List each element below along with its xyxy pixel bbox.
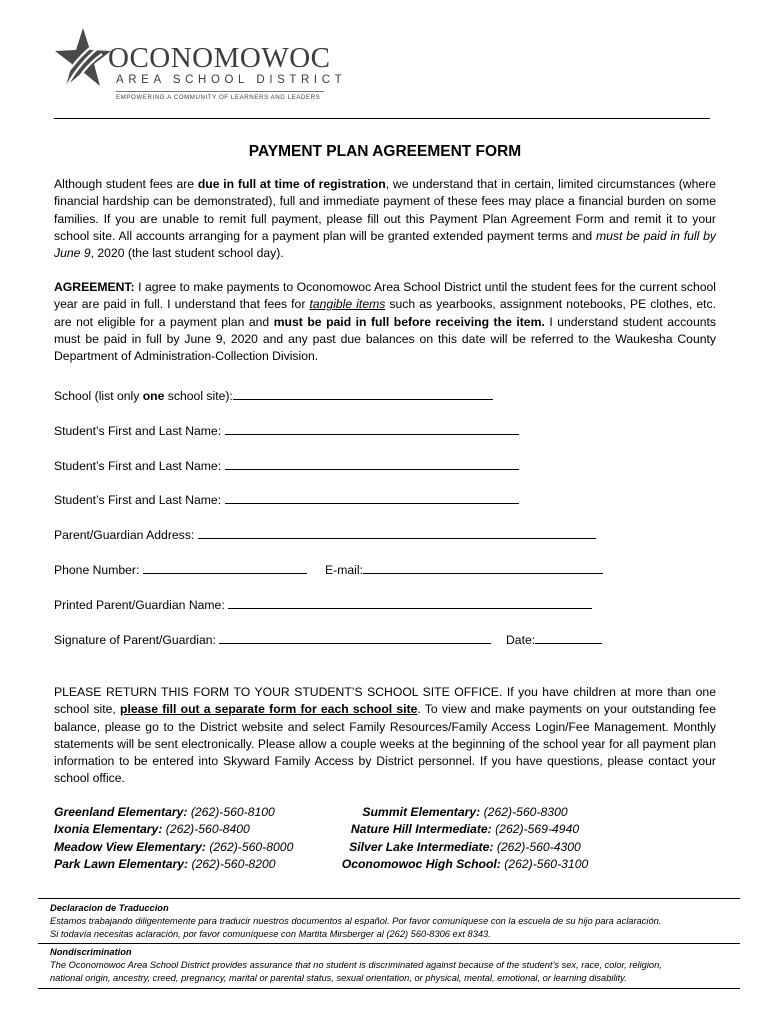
contact-row: Park Lawn Elementary: (262)-560-8200 xyxy=(54,857,276,872)
email-field[interactable]: E-mail: xyxy=(325,563,603,577)
email-input-line[interactable] xyxy=(363,563,603,574)
contact-row: Meadow View Elementary: (262)-560-8000 xyxy=(54,839,294,854)
student-name-field-2[interactable]: Student’s First and Last Name: xyxy=(54,459,519,473)
logo-subtitle: AREA SCHOOL DISTRICT xyxy=(116,74,347,86)
intro-paragraph: Although student fees are due in full at time of registration, we understand that in certain, limited circumstances (where financial hardship can be demonstrated), full and immediate payment of these fees may place a financial burden on some families. If you are unable to remit full payment, please fill out this Payment Plan Agreement Form and remit it to your school site. All accounts arranging for a payment plan will be granted extended payment terms and must be paid in full by June 9, 2020 (the last student school day). xyxy=(54,177,716,261)
date-field[interactable]: Date: xyxy=(506,633,602,647)
school-contacts-right xyxy=(338,804,592,874)
school-field[interactable]: School (list only one school site): xyxy=(54,389,493,403)
student-name-input-line-3[interactable] xyxy=(225,493,519,504)
logo-name: OCONOMOWOC xyxy=(108,42,331,74)
footer-top-rule xyxy=(38,898,740,899)
student-name-input-line-1[interactable] xyxy=(225,424,519,435)
logo-divider xyxy=(116,91,324,92)
student-name-field-3[interactable]: Student’s First and Last Name: xyxy=(54,493,519,507)
signature-field[interactable]: Signature of Parent/Guardian: xyxy=(54,633,491,647)
printed-name-input-line[interactable] xyxy=(228,598,592,609)
page-title: PAYMENT PLAN AGREEMENT FORM xyxy=(248,143,522,160)
student-name-field-1[interactable]: Student’s First and Last Name: xyxy=(54,424,519,438)
date-input-line[interactable] xyxy=(535,633,602,644)
contact-row: Nature Hill Intermediate: (262)-569-4940 xyxy=(350,822,580,837)
translation-notice xyxy=(50,902,740,942)
logo-tagline: EMPOWERING A COMMUNITY OF LEARNERS AND LEADERS xyxy=(116,94,321,101)
footer-middle-rule xyxy=(38,943,740,944)
contact-row: Greenland Elementary: (262)-560-8100 xyxy=(54,805,275,819)
school-input-line[interactable] xyxy=(233,389,493,400)
address-field[interactable]: Parent/Guardian Address: xyxy=(54,528,596,542)
district-logo xyxy=(54,26,347,106)
agreement-paragraph: AGREEMENT: I agree to make payments to Oconomowoc Area School District until the student fees for the current school year are paid in full. I understand that fees for tangible items such as yearbooks, assignment notebooks, PE clothes, etc. are not eligible for a payment plan and must be paid in full before receiving the item. I understand student accounts must be paid in full by June 9, 2020 and any past due balances on this date will be referred to the Waukesha County Department of Administration-Collection Division. xyxy=(54,280,716,364)
student-name-input-line-2[interactable] xyxy=(225,459,519,470)
translation-line-2: Si todavía necesitas aclaración, por favor comuníquese con Martita Mirsberger al (262) 560-8306 ext 8343. xyxy=(50,929,491,940)
school-contacts-left xyxy=(54,804,293,874)
return-instructions: PLEASE RETURN THIS FORM TO YOUR STUDENT’S SCHOOL SITE OFFICE. If you have children at more than one school site, please fill out a separate form for each school site. To view and make payments on your outstanding fee balance, please go to the District website and select Family Resources/Family Access Login/Fee Management. Monthly statements will be sent electronically. Please allow a couple weeks at the beginning of the school year for all payment plan information to be entered into Skyward Family Access by District personnel. If you have questions, please contact your school office. xyxy=(54,685,716,786)
phone-field[interactable]: Phone Number: xyxy=(54,563,307,577)
address-input-line[interactable] xyxy=(198,528,596,539)
translation-line-1: Estamos trabajando diligentemente para traducir nuestros documentos al español. Por favor comuníquese con la escuela de su hijo para aclaración. xyxy=(50,916,662,927)
nondiscrimination-notice xyxy=(50,946,740,986)
phone-input-line[interactable] xyxy=(143,563,307,574)
contact-row: Ixonia Elementary: (262)-560-8400 xyxy=(54,822,250,837)
signature-input-line[interactable] xyxy=(219,633,491,644)
contact-row: Summit Elementary: (262)-560-8300 xyxy=(362,805,568,819)
contact-row: Oconomowoc High School: (262)-560-3100 xyxy=(341,857,589,872)
nondiscrimination-line-2: national origin, ancestry, creed, pregnancy, marital or parental status, sexual orientation, or physical, mental, emotional, or learning disability. xyxy=(50,973,627,984)
star-logo-icon xyxy=(54,26,112,94)
nondiscrimination-line-1: The Oconomowoc Area School District provides assurance that no student is discriminated against because of the student’s sex, race, color, religion, xyxy=(50,960,662,971)
header-rule xyxy=(54,118,710,119)
printed-name-field[interactable]: Printed Parent/Guardian Name: xyxy=(54,598,592,612)
contact-row: Silver Lake Intermediate: (262)-560-4300 xyxy=(349,839,581,854)
translation-heading: Declaracion de Traduccion xyxy=(50,903,169,913)
footer-bottom-rule xyxy=(38,988,740,989)
nondiscrimination-heading: Nondiscrimination xyxy=(50,947,132,957)
